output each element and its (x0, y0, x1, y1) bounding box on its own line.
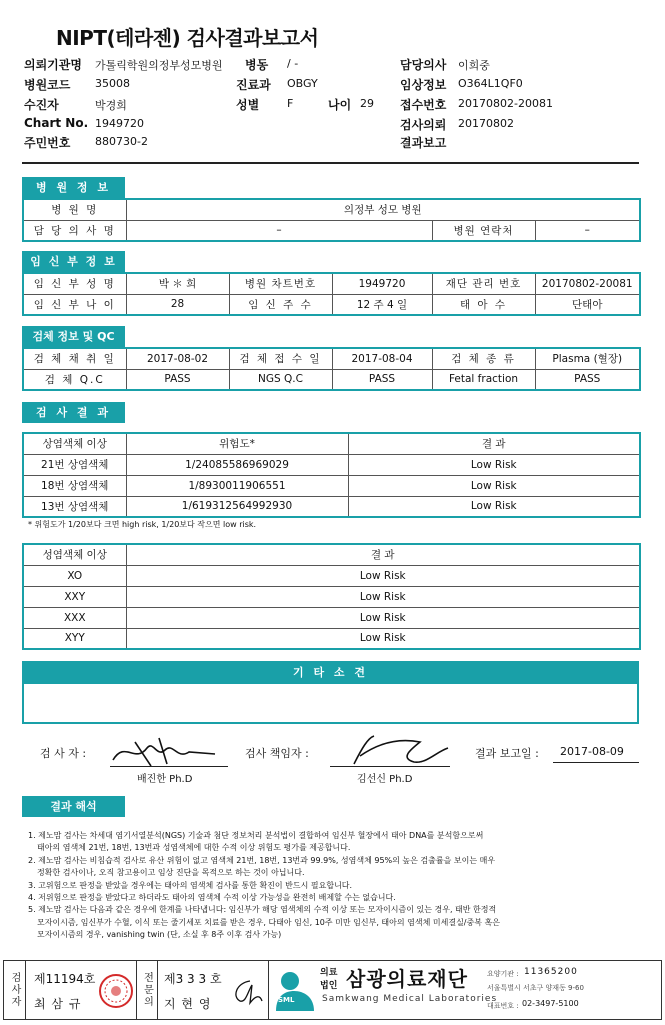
interpretation-list (28, 830, 628, 942)
receive-date-value: 2017-08-04 (332, 348, 432, 369)
table-row (23, 565, 640, 586)
sex-chrom-name: XO (23, 565, 126, 586)
gestation-weeks-value: 12 주 4 일 (332, 294, 432, 315)
list-item: 모자이시즘의 경우, vanishing twin (단, 소실 후 8주 이후 검사 가능) (37, 930, 282, 940)
list-item: 태아의 염색체 21번, 18번, 13번과 성염색체에 대한 수적 이상 위험도 평가를 제공합니다. (37, 843, 351, 853)
specimen-qc-label: 검 체 Q.C (23, 369, 126, 390)
list-item: 4. 저위험으로 판정을 받았다고 하더라도 태아의 염색체 수적 이상 가능성을 완전히 배제할 수는 없습니다. (28, 893, 396, 903)
institution-label: 의뢰기관명 (24, 58, 82, 72)
institution-value: 가톨릭학원의정부성모병원 (95, 59, 223, 72)
receive-date-label: 검 체 접 수 일 (229, 348, 332, 369)
doctor-label: 담당의사 (400, 58, 447, 72)
assigned-doctor-label: 담 당 의 사 명 (23, 220, 126, 241)
chief-label: 검사 책임자 : (245, 747, 309, 760)
dept-label: 진료과 (236, 78, 271, 92)
phone-label: 대표번호 : (487, 1002, 519, 1010)
ward-label: 병동 (245, 58, 269, 72)
clinical-value: O364L1QF0 (458, 77, 523, 90)
sex-result-col-header: 결 과 (126, 544, 640, 565)
tester-vertical-label: 검사자 (4, 961, 26, 1019)
section-hospital-info: 병 원 정 보 (22, 177, 125, 198)
fetus-count-label: 태 아 수 (432, 294, 535, 315)
sex-chrom-result: Low Risk (126, 607, 640, 628)
logo-text: SML (278, 996, 295, 1004)
list-item: 모자이시즘, 임신부가 수혈, 이식 또는 줄기세포 치료를 받은 경우, 다태아 임신, 10주 미만 임신부, 태아의 염색체 미세결실/중복 혹은 (37, 917, 500, 927)
tester-label: 검 사 자 : (40, 747, 87, 760)
report-label: 결과보고 (400, 136, 447, 150)
specimen-type-label: 검 체 종 류 (432, 348, 535, 369)
pregnant-name-label: 임 신 부 성 명 (23, 273, 126, 294)
chief-sign-line (330, 766, 450, 767)
result-value: Low Risk (348, 496, 640, 517)
result-value: Low Risk (348, 454, 640, 475)
seal-icon (96, 969, 136, 1013)
risk-value: 1/24085586969029 (126, 454, 348, 475)
patient-label: 수진자 (24, 98, 59, 112)
chromosome-name: 21번 상염색체 (23, 454, 126, 475)
list-item: 3. 고위험으로 판정을 받았을 경우에는 태아의 염색체 검사를 통한 확진이 반드시 필요합니다. (28, 880, 353, 890)
header-divider (22, 162, 639, 164)
sex-label: 성별 (236, 98, 260, 112)
section-pregnant-info: 임 신 부 정 보 (22, 251, 125, 272)
fetus-count-value: 단태아 (535, 294, 640, 315)
pregnant-age-label: 임 신 부 나 이 (23, 294, 126, 315)
tester-license: 제11194호 (34, 972, 96, 986)
sex-chrom-name: XYY (23, 628, 126, 649)
report-date-value: 2017-08-09 (560, 745, 624, 758)
sex-chrom-name: XXY (23, 586, 126, 607)
org-prefix-2: 법인 (320, 981, 338, 991)
sex-chrom-result: Low Risk (126, 628, 640, 649)
reg-value: 11365200 (524, 967, 578, 977)
footer (3, 960, 662, 1020)
chart-value: 1949720 (95, 117, 144, 130)
risk-col-header: 위험도* (126, 433, 348, 454)
footer-divider (268, 961, 269, 1019)
tester-sign-line (110, 766, 228, 767)
gestation-weeks-label: 임 신 주 수 (229, 294, 332, 315)
receipt-value: 20170802-20081 (458, 97, 553, 110)
result-col-header: 결 과 (348, 433, 640, 454)
sex-chrom-result: Low Risk (126, 586, 640, 607)
receipt-label: 접수번호 (400, 98, 447, 112)
chart-label: Chart No. (24, 116, 89, 130)
report-date-line (553, 762, 639, 763)
table-row (23, 496, 640, 517)
sex-chrom-col-header: 성염색체 이상 (23, 544, 126, 565)
chief-name: 김선신 Ph.D (357, 774, 413, 785)
ward-value: / - (287, 57, 299, 70)
phone-value: 02-3497-5100 (522, 999, 579, 1008)
list-item: 1. 제노맘 검사는 차세대 염기서열분석(NGS) 기술과 첨단 정보처리 분석법이 결합하여 임신부 혈장에서 태아 DNA를 분석함으로써 (28, 831, 484, 840)
org-name: 삼광의료재단 (346, 967, 468, 991)
org-prefix-1: 의료 (320, 968, 338, 978)
table-row (23, 586, 640, 607)
org-english-name: Samkwang Medical Laboratories (322, 994, 498, 1004)
section-interpretation: 결과 해석 (22, 796, 125, 817)
result-value: Low Risk (348, 475, 640, 496)
specialist-signature-icon (226, 975, 266, 1009)
collect-date-value: 2017-08-02 (126, 348, 229, 369)
table-row (23, 628, 640, 649)
section-results: 검 사 결 과 (22, 402, 125, 423)
fetal-fraction-label: Fetal fraction (432, 369, 535, 390)
sml-logo-icon (272, 967, 318, 1015)
hospital-code-value: 35008 (95, 77, 130, 90)
hospital-contact-value: – (535, 220, 640, 241)
specimen-qc-value: PASS (126, 369, 229, 390)
risk-footnote: * 위험도가 1/20보다 크면 high risk, 1/20보다 작으면 low risk. (28, 520, 257, 529)
assigned-doctor-value: – (126, 220, 432, 241)
report-date-label: 결과 보고일 : (475, 747, 539, 760)
specimen-table (22, 347, 641, 391)
sex-value: F (287, 97, 294, 110)
specimen-type-value: Plasma (혈장) (535, 348, 640, 369)
autosome-results-table (22, 432, 641, 518)
age-label: 나이 (328, 98, 352, 112)
autosome-col-header: 상염색체 이상 (23, 433, 126, 454)
specialist-name-footer: 지 현 영 (164, 997, 212, 1011)
hospital-chart-label: 병원 차트번호 (229, 273, 332, 294)
risk-value: 1/8930011906551 (126, 475, 348, 496)
table-row (23, 475, 640, 496)
page-title: NIPT(테라젠) 검사결과보고서 (56, 26, 319, 50)
sex-chrom-result: Low Risk (126, 565, 640, 586)
pregnant-name-value: 박 ＊ 희 (126, 273, 229, 294)
pregnant-info-table (22, 272, 641, 316)
list-item: 5. 제노맘 검사는 다음과 같은 경우에 한계를 나타냅니다: 임신부가 해당 염색체의 수적 이상 또는 모자이시즘이 있는 경우, 태반 한정적 (28, 905, 497, 915)
sex-chrom-name: XXX (23, 607, 126, 628)
tester-signature-icon (105, 730, 225, 770)
list-item: 2. 제노맘 검사는 비침습적 검사로 유산 위험이 없고 염색체 21번, 18번, 13번과 99.9%, 성염색체 95%의 높은 검출률을 보이는 매우 (28, 855, 496, 865)
pregnant-age-value: 28 (126, 294, 229, 315)
id-value: 880730-2 (95, 135, 148, 148)
request-label: 검사의뢰 (400, 118, 447, 132)
list-item: 정확한 검사이나, 오직 참고용이고 임상 진단을 목적으로 하는 것이 아닙니다. (37, 868, 305, 878)
patient-value: 박경희 (95, 99, 127, 112)
hospital-code-label: 병원코드 (24, 78, 71, 92)
ngs-qc-label: NGS Q.C (229, 369, 332, 390)
section-specimen: 검체 정보 및 QC (22, 326, 125, 347)
address: 서울특별시 서초구 양재동 9-60 (487, 984, 584, 992)
specialist-vertical-label: 전문의 (136, 961, 158, 1019)
clinical-label: 임상정보 (400, 78, 447, 92)
sex-chromosome-table (22, 543, 641, 650)
table-row (23, 454, 640, 475)
tester-name: 배진한 Ph.D (137, 774, 193, 785)
chromosome-name: 13번 상염색체 (23, 496, 126, 517)
doctor-value: 이희중 (458, 59, 490, 72)
tester-name-footer: 최 삼 규 (34, 997, 82, 1011)
hospital-name-label: 병 원 명 (23, 199, 126, 220)
chromosome-name: 18번 상염색체 (23, 475, 126, 496)
hospital-chart-value: 1949720 (332, 273, 432, 294)
foundation-number-label: 재단 관리 번호 (432, 273, 535, 294)
table-row (23, 607, 640, 628)
hospital-info-table (22, 198, 641, 242)
hospital-contact-label: 병원 연락처 (432, 220, 535, 241)
ngs-qc-value: PASS (332, 369, 432, 390)
collect-date-label: 검 체 채 취 일 (23, 348, 126, 369)
section-other-findings: 기 타 소 견 (22, 661, 639, 684)
id-label: 주민번호 (24, 136, 71, 150)
fetal-fraction-value: PASS (535, 369, 640, 390)
specialist-license: 제3 3 3 호 (164, 972, 222, 986)
reg-label: 요양기관 : (487, 970, 519, 978)
request-value: 20170802 (458, 117, 514, 130)
dept-value: OBGY (287, 77, 318, 90)
hospital-name-value: 의정부 성모 병원 (126, 199, 640, 220)
foundation-number-value: 20170802-20081 (535, 273, 640, 294)
age-value: 29 (360, 97, 374, 110)
risk-value: 1/619312564992930 (126, 496, 348, 517)
